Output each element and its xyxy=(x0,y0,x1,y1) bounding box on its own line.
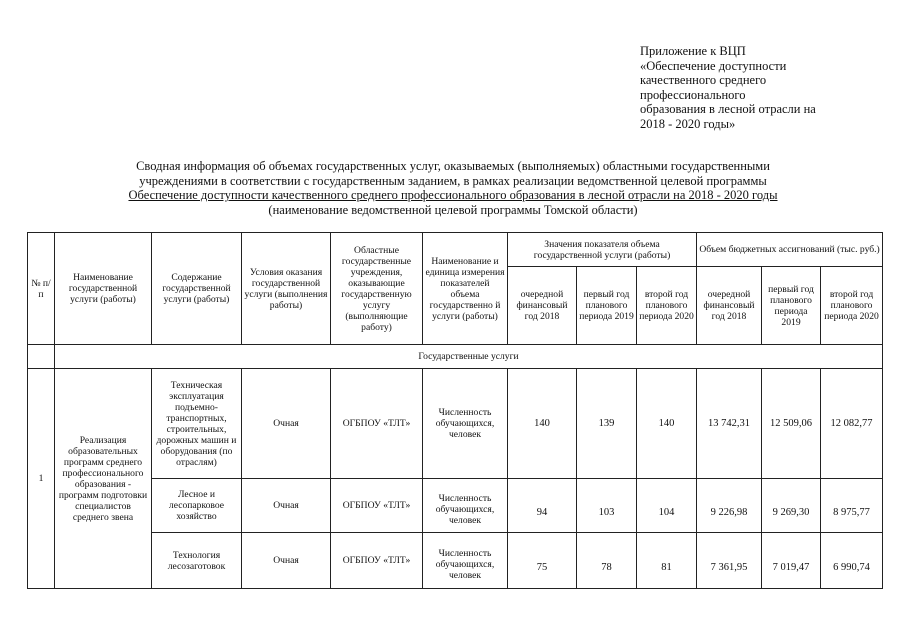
volume-2018: 75 xyxy=(508,533,577,589)
heading-line: Сводная информация об объемах государственных услуг, оказываемых (выполняемых) областными государственными xyxy=(136,159,770,173)
header-budget-group: Объем бюджетных ассигнований (тыс. руб.) xyxy=(697,233,883,267)
volume-2018: 140 xyxy=(508,369,577,479)
section-row xyxy=(28,345,883,369)
indicator-name: Численность обучающихся, человек xyxy=(423,533,508,589)
service-content: Лесное и лесопарковое хозяйство xyxy=(152,479,242,533)
budget-2019: 7 019,47 xyxy=(762,533,821,589)
institution-name: ОГБПОУ «ТЛТ» xyxy=(331,533,423,589)
institution-name: ОГБПОУ «ТЛТ» xyxy=(331,369,423,479)
header-institutions: Областные государственные учреждения, оказывающие государственную услугу (выполняющие работу) xyxy=(331,233,423,345)
table-row xyxy=(28,369,883,479)
education-form: Очная xyxy=(242,479,331,533)
header-budget-2018: очередной финансовый год 2018 xyxy=(697,267,762,345)
header-budget-2019: первый год планового периода 2019 xyxy=(762,267,821,345)
header-conditions: Условия оказания государственной услуги (выполнения работы) xyxy=(242,233,331,345)
volume-2020: 140 xyxy=(637,369,697,479)
program-name-caption: (наименование ведомственной целевой программы Томской области) xyxy=(268,202,638,217)
budget-2020: 8 975,77 xyxy=(821,479,883,533)
volume-2020: 104 xyxy=(637,479,697,533)
appendix-line: 2018 - 2020 годы» xyxy=(640,116,736,131)
header-service-name: Наименование государственной услуги (работы) xyxy=(55,233,152,345)
appendix-line: «Обеспечение доступности xyxy=(640,58,787,73)
institution-name: ОГБПОУ «ТЛТ» xyxy=(331,479,423,533)
document-heading xyxy=(30,159,876,217)
indicator-name: Численность обучающихся, человек xyxy=(423,369,508,479)
appendix-line: Приложение к ВЦП xyxy=(640,44,746,58)
program-name: Обеспечение доступности качественного среднего профессионального образования в лесной отрасли на 2018 - 2020 годы xyxy=(128,188,778,203)
header-content: Содержание государственной услуги (работы) xyxy=(152,233,242,345)
budget-2019: 12 509,06 xyxy=(762,369,821,479)
budget-2020: 12 082,77 xyxy=(821,369,883,479)
service-name: Реализация образовательных программ среднего профессионального образования - программ подготовки специалистов среднего звена xyxy=(55,369,152,589)
indicator-name: Численность обучающихся, человек xyxy=(423,479,508,533)
header-volume-2020: второй год планового периода 2020 xyxy=(637,267,697,345)
table-row xyxy=(28,533,883,589)
appendix-line: образования в лесной отрасли на xyxy=(640,102,816,117)
budget-2018: 7 361,95 xyxy=(697,533,762,589)
budget-2019: 9 269,30 xyxy=(762,479,821,533)
section-label: Государственные услуги xyxy=(55,345,883,369)
service-content: Техническая эксплуатация подъемно-транспортных, строительных, дорожных машин и оборудования (по отраслям) xyxy=(152,369,242,479)
service-content: Технология лесозаготовок xyxy=(152,533,242,589)
education-form: Очная xyxy=(242,369,331,479)
volume-2019: 139 xyxy=(577,369,637,479)
header-volume-group: Значения показателя объема государственной услуги (работы) xyxy=(508,233,697,267)
header-num: № п/п xyxy=(28,233,55,345)
volume-2020: 81 xyxy=(637,533,697,589)
volume-2018: 94 xyxy=(508,479,577,533)
education-form: Очная xyxy=(242,533,331,589)
appendix-note xyxy=(640,44,880,132)
summary-table xyxy=(27,232,883,589)
header-volume-2018: очередной финансовый год 2018 xyxy=(508,267,577,345)
header-indicator: Наименование и единица измерения показателей объема государственно й услуги (работы) xyxy=(423,233,508,345)
budget-2018: 9 226,98 xyxy=(697,479,762,533)
table-row xyxy=(28,479,883,533)
table-header-row xyxy=(28,233,883,267)
budget-2018: 13 742,31 xyxy=(697,369,762,479)
header-budget-2020: второй год планового периода 2020 xyxy=(821,267,883,345)
section-num-cell xyxy=(28,345,55,369)
budget-2020: 6 990,74 xyxy=(821,533,883,589)
appendix-line: качественного среднего xyxy=(640,73,767,88)
appendix-line: профессионального xyxy=(640,87,746,102)
heading-line: учреждениями в соответствии с государственным заданием, в рамках реализации ведомственной целевой программы xyxy=(139,173,767,188)
volume-2019: 78 xyxy=(577,533,637,589)
service-number: 1 xyxy=(28,369,55,589)
volume-2019: 103 xyxy=(577,479,637,533)
header-volume-2019: первый год планового периода 2019 xyxy=(577,267,637,345)
